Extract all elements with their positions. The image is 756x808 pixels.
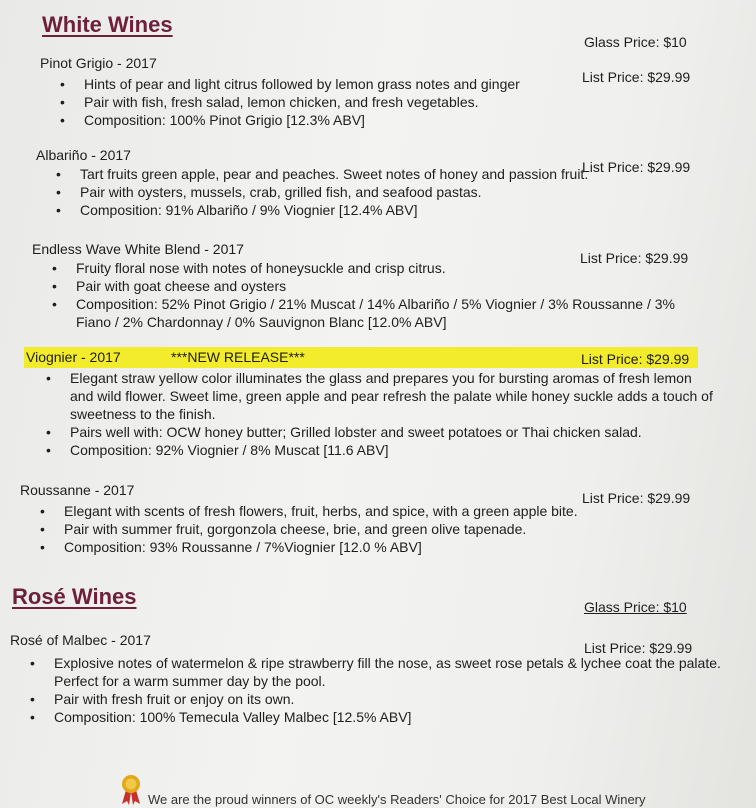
rose-wines-title: Rosé Wines [12,584,137,609]
list-item: • Pairs well with: OCW honey butter; Grilled lobster and sweet potatoes or Thai chicken salad. [26,423,716,441]
list-price: List Price: $29.99 [582,69,691,85]
rose-glass-price: Glass Price: $10 [584,599,687,615]
list-item: • Elegant with scents of fresh flowers, fruit, herbs, and spice, with a green apple bite. [20,502,710,520]
wine-notes [26,369,716,459]
award-ribbon-icon [120,774,142,806]
wine-viognier [26,349,716,459]
list-item: • Composition: 100% Temecula Valley Malbec [12.5% ABV] [10,708,740,726]
footer [120,772,756,808]
wine-roussanne [20,482,710,556]
list-item: • Composition: 93% Roussanne / 7%Viognier [12.0 % ABV] [20,538,710,556]
list-price: List Price: $29.99 [581,351,690,367]
list-item: • Pair with fresh fruit or enjoy on its own. [10,690,740,708]
list-item: • Composition: 92% Viognier / 8% Muscat [11.6 ABV] [26,441,716,459]
wine-notes [10,654,740,726]
wine-name: Pinot Grigio - 2017 [40,55,157,71]
list-item: • Pair with oysters, mussels, crab, grilled fish, and seafood pastas. [36,183,720,201]
white-wines-title: White Wines [42,12,173,37]
white-glass-price: Glass Price: $10 [584,34,687,50]
list-price: List Price: $29.99 [582,159,691,175]
list-item: • Elegant straw yellow color illuminates the glass and prepares you for bursting aromas of fresh lemon and wild flower. Sweet lime, green apple and pear refresh the palate while honey suckle adds a touch of sweetness to the finish. [26,369,716,423]
list-price: List Price: $29.99 [582,490,691,506]
list-item: • Explosive notes of watermelon & ripe strawberry fill the nose, as sweet rose petals & lychee coat the palate. Perfect for a warm summer day by the pool. [10,654,740,690]
list-item: • Pair with fish, fresh salad, lemon chicken, and fresh vegetables. [40,93,720,111]
wine-name: Endless Wave White Blend - 2017 [32,241,244,257]
list-item: • Pair with goat cheese and oysters [32,277,702,295]
wine-endless-wave [32,241,702,331]
list-item: • Composition: 100% Pinot Grigio [12.3% ABV] [40,111,720,129]
footer-text: We are the proud winners of OC weekly's Readers' Choice for 2017 Best Local Winery [148,792,646,807]
wine-notes [32,259,702,331]
list-item: • Composition: 91% Albariño / 9% Viognier [12.4% ABV] [36,201,720,219]
list-item: • Fruity floral nose with notes of honeysuckle and crisp citrus. [32,259,702,277]
list-price: List Price: $29.99 [584,640,693,656]
wine-name: Viognier - 2017 [26,349,121,365]
wine-albarino [36,147,720,219]
list-item: • Hints of pear and light citrus followed by lemon grass notes and ginger [40,75,720,93]
wine-notes [20,502,710,556]
list-item: • Tart fruits green apple, pear and peaches. Sweet notes of honey and passion fruit. [36,165,720,183]
wine-pinot-grigio [40,55,720,129]
wine-rose-of-malbec [10,632,740,726]
list-item: • Composition: 52% Pinot Grigio / 21% Muscat / 14% Albariño / 5% Viognier / 3% Roussanne / 3% Fiano / 2% Chardonnay / 0% Sauvignon Blanc [12.0% ABV] [32,295,702,331]
wine-name: Albariño - 2017 [36,147,131,163]
wine-name: Roussanne - 2017 [20,482,135,498]
wine-name: Rosé of Malbec - 2017 [10,632,151,648]
list-price: List Price: $29.99 [580,250,689,266]
new-release-badge: ***NEW RELEASE*** [171,349,305,365]
wine-notes [40,75,720,129]
wine-notes [36,165,720,219]
list-item: • Pair with summer fruit, gorgonzola cheese, brie, and green olive tapenade. [20,520,710,538]
